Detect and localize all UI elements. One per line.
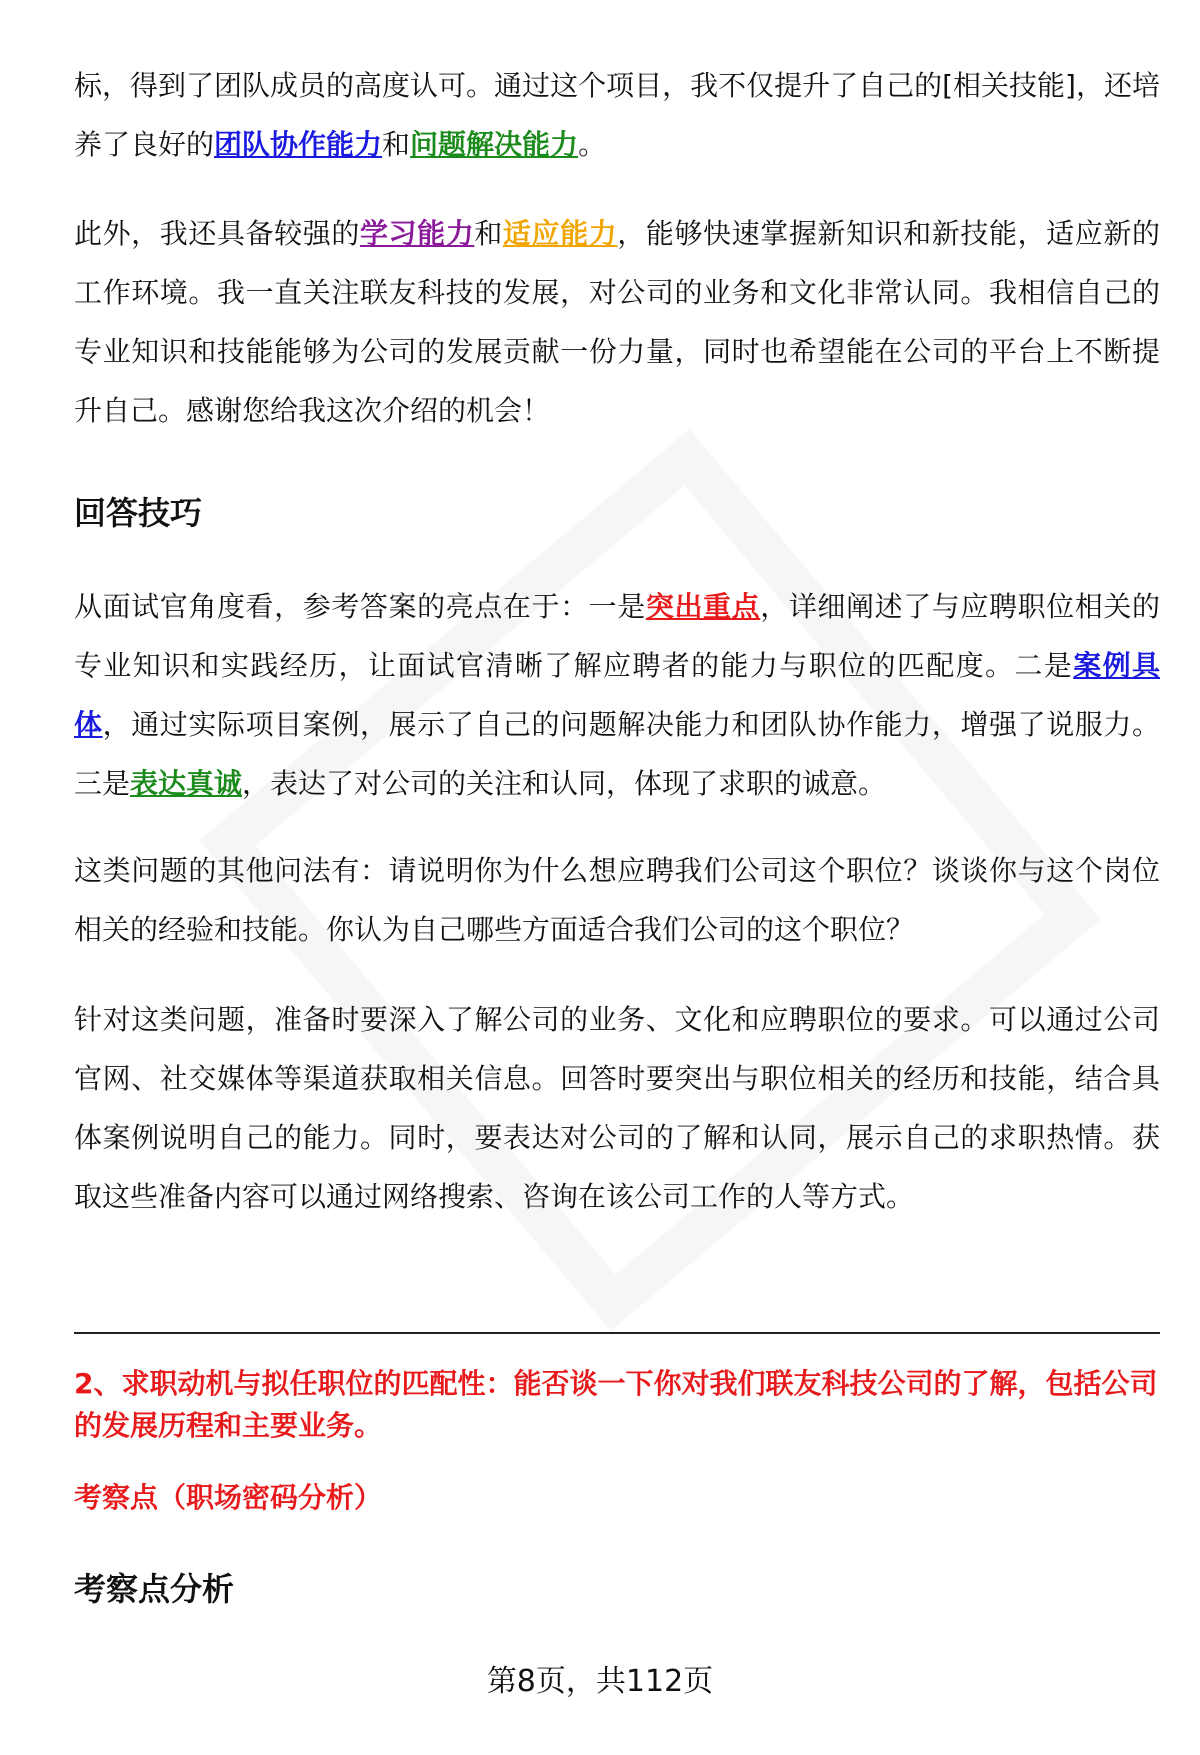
heading-tips: 回答技巧 xyxy=(74,494,203,532)
highlight-learning: 学习能力 xyxy=(359,217,475,250)
highlight-sincere: 表达真诚 xyxy=(130,767,243,800)
text: ，详细阐述了与应聘职位相关的专业知识和实践经历，让面试官清晰了解应聘者的能力与职位的匹配度。二是 xyxy=(74,590,1160,682)
page-number: 第8页，共112页 xyxy=(486,1664,714,1699)
question-title: 2、求职动机与拟任职位的匹配性：能否谈一下你对我们联友科技公司的了解，包括公司的发展历程和主要业务。 xyxy=(74,1367,1158,1442)
paragraph-1 xyxy=(74,56,1160,174)
paragraph-3 xyxy=(74,577,1160,813)
heading-analysis: 考察点分析 xyxy=(74,1570,235,1608)
text: 此外，我还具备较强的 xyxy=(74,217,360,250)
highlight-cases: 案例具体 xyxy=(74,649,1160,741)
highlight-adaptability: 适应能力 xyxy=(502,217,618,250)
text: 和 xyxy=(382,128,411,161)
divider xyxy=(74,1332,1160,1334)
paragraph-4: 这类问题的其他问法有：请说明你为什么想应聘我们公司这个职位？谈谈你与这个岗位相关的经验和技能。你认为自己哪些方面适合我们公司的这个职位？ xyxy=(74,854,1160,946)
text: 从面试官角度看，参考答案的亮点在于：一是 xyxy=(74,590,646,623)
text: ，能够快速掌握新知识和新技能，适应新的工作环境。我一直关注联友科技的发展，对公司的业务和文化非常认同。我相信自己的专业知识和技能能够为公司的发展贡献一份力量，同时也希望能在公司的平台上不断提升自己。感谢您给我这次介绍的机会！ xyxy=(74,217,1160,427)
text: ，表达了对公司的关注和认同，体现了求职的诚意。 xyxy=(242,767,887,800)
highlight-teamwork: 团队协作能力 xyxy=(214,128,383,161)
text: 。 xyxy=(578,128,607,161)
paragraph-2 xyxy=(74,204,1160,440)
sub-heading: 考察点（职场密码分析） xyxy=(74,1481,383,1514)
paragraph-5: 针对这类问题，准备时要深入了解公司的业务、文化和应聘职位的要求。可以通过公司官网、社交媒体等渠道获取相关信息。回答时要突出与职位相关的经历和技能，结合具体案例说明自己的能力。同时，要表达对公司的了解和认同，展示自己的求职热情。获取这些准备内容可以通过网络搜索、咨询在该公司工作的人等方式。 xyxy=(74,1003,1160,1213)
highlight-focus: 突出重点 xyxy=(645,590,761,623)
highlight-problem-solving: 问题解决能力 xyxy=(410,128,579,161)
text: 和 xyxy=(474,217,503,250)
text: 标，得到了团队成员的高度认可。通过这个项目，我不仅提升了自己的[相关技能]，还培养了良好的 xyxy=(74,69,1160,161)
text: ，通过实际项目案例，展示了自己的问题解决能力和团队协作能力，增强了说服力。三是 xyxy=(74,708,1160,800)
